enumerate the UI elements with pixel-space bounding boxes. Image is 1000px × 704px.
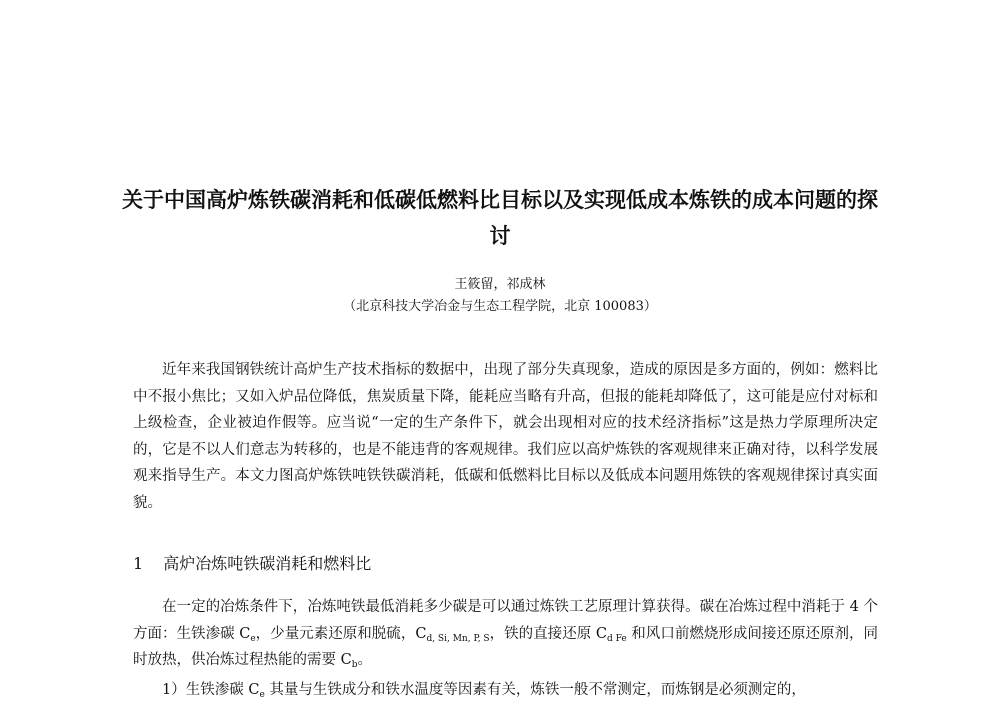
- item1-text-a: 1）生铁渗碳 C: [162, 682, 260, 698]
- para-text-d: 和风口前燃烧形成间接还原还原剂，同时放热，供冶炼过程热能的需要 C: [133, 625, 879, 668]
- intro-paragraph: 近年来我国钢铁统计高炉生产技术指标的数据中，出现了部分失真现象，造成的原因是多方面的，例如：燃料比中不报小焦比；又如入炉品位降低，焦炭质量下降，能耗应当略有升高，但报的能耗却降低了，这可能是应付对标和上级检查，企业被迫作假等。应当说“一定的生产条件下，就会出现相对应的技术经济指标”这是热力学原理所决定的，它是不以人们意志为转移的，也是不能违背的客观规律。我们应以高炉炼铁的客观规律来正确对待，以科学发展观来指导生产。本文力图高炉炼铁吨铁铁碳消耗，低碳和低燃料比目标以及低成本问题用炼铁的客观规律探讨真实面貌。: [133, 362, 878, 511]
- para-text-e: 。: [357, 652, 372, 668]
- paper-authors: 王筱留，祁成林: [454, 277, 546, 292]
- subscript-e: e: [250, 633, 256, 644]
- subscript-d-si-mn-p-s: d, Si, Mn, P, S: [426, 633, 490, 644]
- subscript-b: b: [351, 660, 358, 670]
- paper-title: 关于中国高炉炼铁碳消耗和低碳低燃料比目标以及实现低成本炼铁的成本问题的探讨: [122, 188, 878, 248]
- item1-text-b: 其量与生铁成分和铁水温度等因素有关，炼铁一般不常测定，而炼钢是必须测定的，: [264, 682, 806, 698]
- author-affiliation: （北京科技大学冶金与生态工程学院，北京 100083）: [343, 299, 657, 314]
- list-item-1: [133, 677, 878, 704]
- para-text-a: 在一定的冶炼条件下，冶炼吨铁最低消耗多少碳是可以通过炼铁工艺原理计算获得。碳在冶炼过程中消耗于 4 个方面：生铁渗碳 C: [133, 599, 878, 642]
- subscript-d-fe: d Fe: [606, 633, 627, 644]
- para-text-b: ，少量元素还原和脱硫，C: [255, 625, 427, 642]
- section-paragraph: [133, 594, 878, 674]
- section-title: 高炉冶炼吨铁碳消耗和燃料比: [163, 554, 372, 573]
- section-heading: [133, 552, 371, 576]
- para-text-c: ，铁的直接还原 C: [489, 625, 607, 642]
- item1-subscript: e: [259, 690, 265, 700]
- section-number: 1: [133, 554, 144, 573]
